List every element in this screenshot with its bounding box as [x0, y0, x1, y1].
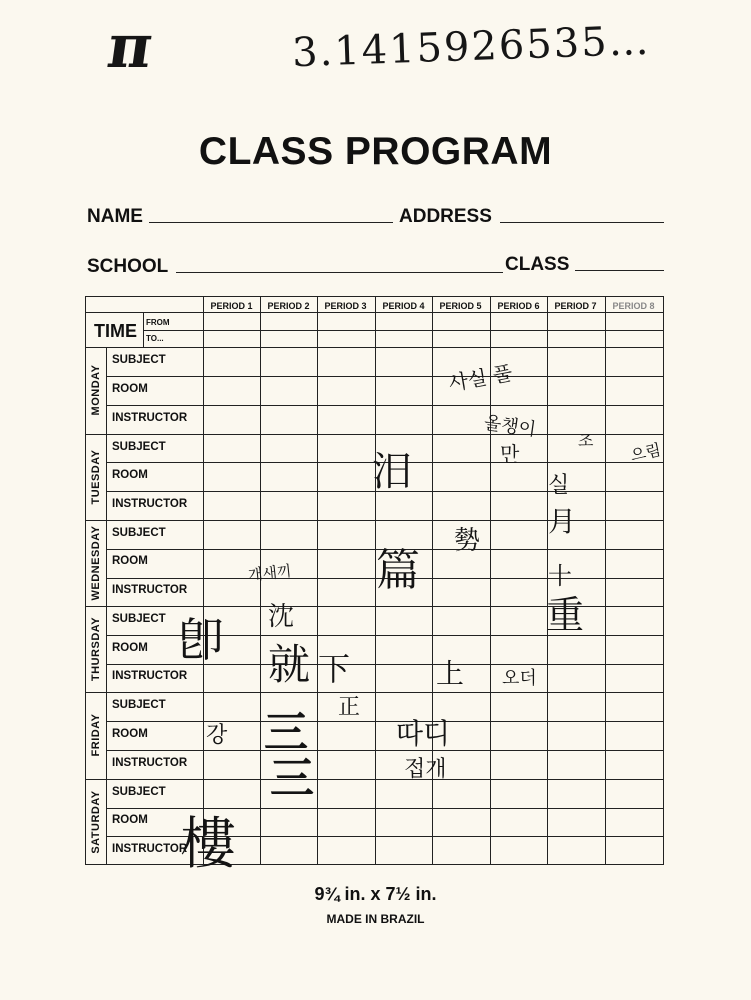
handwritten-note: 汨 — [372, 449, 412, 495]
address-label: ADDRESS — [399, 206, 492, 227]
handwritten-note: 사실 풀 — [446, 360, 515, 396]
row-divider — [106, 721, 663, 722]
handwritten-note: 十 — [548, 562, 572, 590]
handwritten-note: 개새끼 — [247, 561, 293, 585]
row-divider — [106, 750, 663, 751]
row-label-room: ROOM — [112, 728, 148, 740]
handwritten-note: 下 — [318, 650, 351, 688]
day-divider — [86, 434, 663, 435]
to-label: TO... — [146, 334, 164, 343]
row-label-subject: SUBJECT — [112, 441, 166, 453]
row-label-subject: SUBJECT — [112, 354, 166, 366]
handwritten-note: 올챙이 — [482, 412, 538, 441]
row-label-subject: SUBJECT — [112, 699, 166, 711]
row-divider — [106, 405, 663, 406]
period-3-label: PERIOD 3 — [324, 301, 367, 311]
form-title: CLASS PROGRAM — [198, 130, 553, 173]
handwritten-note: 조 — [578, 431, 594, 450]
row-label-instructor: INSTRUCTOR — [112, 412, 188, 424]
handwritten-note: 오더 — [502, 668, 537, 689]
handwritten-note: 篇 — [376, 545, 420, 596]
row-label-subject: SUBJECT — [112, 613, 166, 625]
school-label: SCHOOL — [87, 256, 169, 277]
row-label-room: ROOM — [112, 555, 148, 567]
handwritten-note: 重 — [546, 593, 585, 637]
row-label-subject: SUBJECT — [112, 786, 166, 798]
handwritten-note: 三 — [270, 753, 314, 804]
row-label-instructor: INSTRUCTOR — [112, 670, 188, 682]
row-label-room: ROOM — [112, 383, 148, 395]
row-label-subject: SUBJECT — [112, 527, 166, 539]
handwritten-note: 三 — [264, 707, 308, 758]
day-label-text: SATURDAY — [90, 790, 102, 854]
school-field-line — [176, 272, 503, 273]
period-6-label: PERIOD 6 — [497, 301, 540, 311]
day-divider — [86, 779, 663, 780]
handwritten-note: 就 — [268, 640, 311, 689]
handwritten-note: 실 — [548, 473, 570, 498]
day-label-text: WEDNESDAY — [90, 525, 102, 601]
day-label-text: FRIDAY — [90, 713, 102, 757]
row-label-room: ROOM — [112, 469, 148, 481]
size-note: 9¾ in. x 7½ in. — [314, 884, 437, 904]
day-divider — [86, 520, 663, 521]
class-field-line — [575, 270, 664, 271]
day-label-text: TUESDAY — [90, 449, 102, 505]
handwritten-pi-symbol: π — [103, 12, 157, 82]
period-2-label: PERIOD 2 — [267, 301, 310, 311]
row-label-instructor: INSTRUCTOR — [112, 843, 188, 855]
handwritten-note: 으림 — [628, 439, 663, 465]
handwritten-note: 正 — [338, 695, 361, 720]
day-divider — [86, 347, 663, 348]
handwritten-note: 강 — [206, 723, 228, 748]
header-divider — [86, 312, 663, 313]
handwritten-note: 따디 — [396, 717, 451, 750]
handwritten-note: 樓 — [180, 812, 236, 877]
handwritten-note: 卽 — [178, 613, 224, 667]
period-8-label: PERIOD 8 — [612, 301, 655, 311]
row-divider — [106, 376, 663, 377]
row-label-instructor: INSTRUCTOR — [112, 757, 188, 769]
day-label-text: MONDAY — [90, 364, 102, 416]
handwritten-pi-digits: 3.1415926535… — [291, 17, 652, 77]
class-label: CLASS — [505, 254, 570, 275]
row-label-instructor: INSTRUCTOR — [112, 498, 188, 510]
handwritten-note: 沈 — [268, 602, 295, 632]
period-1-label: PERIOD 1 — [210, 301, 253, 311]
handwritten-note: 접개 — [404, 757, 447, 782]
row-label-room: ROOM — [112, 642, 148, 654]
period-7-label: PERIOD 7 — [554, 301, 597, 311]
handwritten-note: 만 — [500, 442, 520, 466]
day-label-text: THURSDAY — [90, 616, 102, 682]
row-label-instructor: INSTRUCTOR — [112, 584, 188, 596]
name-field-line — [149, 222, 393, 223]
name-label: NAME — [87, 206, 143, 227]
period-5-label: PERIOD 5 — [439, 301, 482, 311]
from-label: FROM — [146, 318, 170, 327]
handwritten-note: 上 — [436, 657, 465, 690]
time-label: TIME — [94, 321, 137, 341]
address-field-line — [500, 222, 664, 223]
schedule-grid — [85, 296, 664, 865]
row-label-room: ROOM — [112, 814, 148, 826]
handwritten-note: 月 — [548, 505, 577, 538]
made-in-label: MADE IN BRAZIL — [326, 912, 425, 926]
handwritten-note: 勢 — [454, 526, 481, 556]
from-to-divider — [143, 330, 663, 331]
day-divider — [86, 692, 663, 693]
period-4-label: PERIOD 4 — [382, 301, 425, 311]
